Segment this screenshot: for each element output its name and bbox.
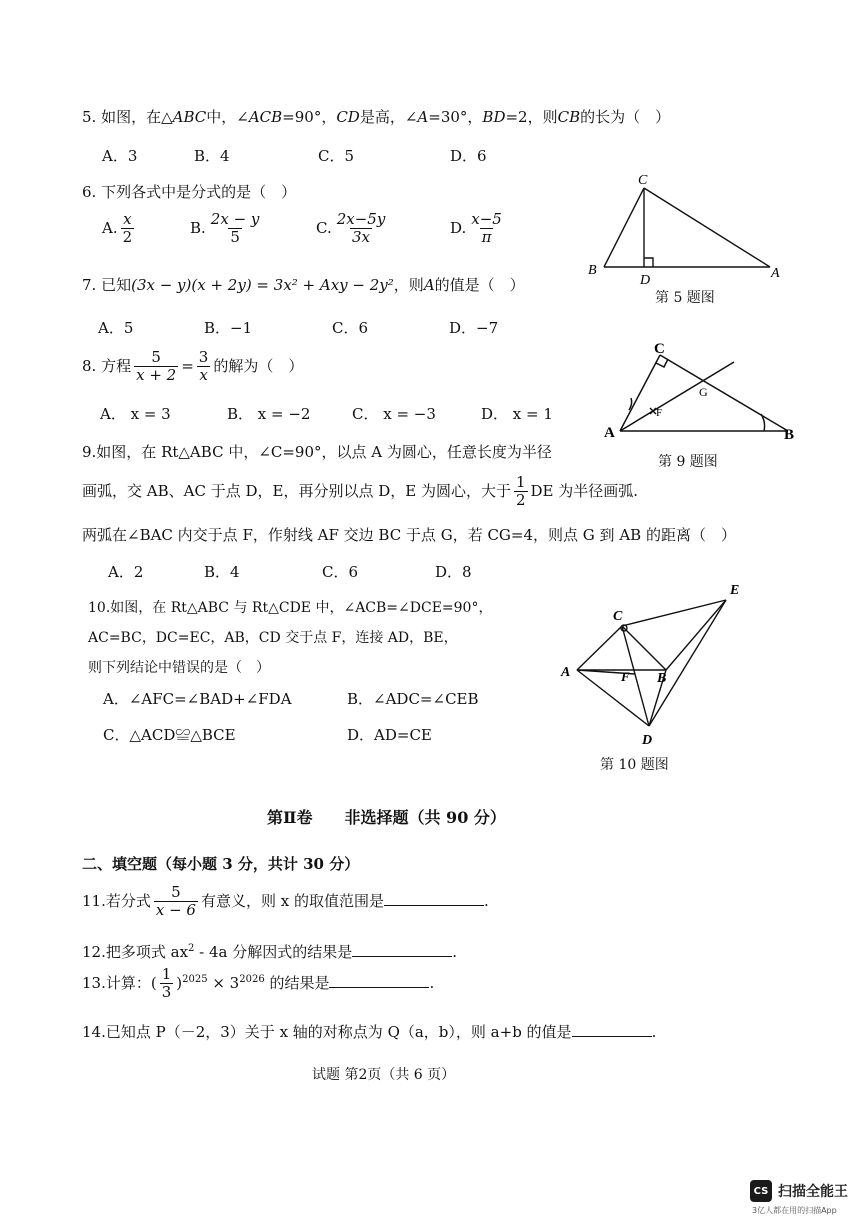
fig9-side-cb <box>660 355 788 431</box>
fig10-label-f: F <box>621 669 630 684</box>
q10-option-d: D．AD=CE <box>347 726 432 744</box>
q5-option-d: D．6 <box>450 147 487 165</box>
fig5-label-a: A <box>771 266 780 281</box>
q10-line-3: 则下列结论中错误的是（ ） <box>88 660 270 676</box>
fig5-label-b: B <box>588 263 597 278</box>
q9-line-3: 两弧在∠BAC 内交于点 F，作射线 AF 交边 BC 于点 G，若 CG=4，则点 G 到 AB 的距离（ ） <box>82 526 736 544</box>
q6-option-c: C. $\frac{2x-5y}{3x}$ <box>316 210 386 247</box>
q11-stem: 11.若分式 $\frac{5}{x - 6}$ 有意义，则 x 的取值范围是 . <box>82 883 489 920</box>
q6-option-a: A. $\frac{x}{2}$ <box>102 210 133 247</box>
fig9-ray-af <box>620 362 734 431</box>
q10-line-1: 10.如图，在 Rt△ABC 与 Rt△CDE 中，∠ACB=∠DCE=90°， <box>88 600 493 616</box>
q10-option-a: A．∠AFC=∠BAD+∠FDA <box>103 690 292 708</box>
figure-9-caption: 第 9 题图 <box>658 454 718 470</box>
q7-option-d: D．−7 <box>449 319 499 337</box>
part-heading: 二、填空题（每小题 3 分，共计 30 分） <box>82 855 360 873</box>
q9-line-1: 9.如图，在 Rt△ABC 中，∠C=90°，以点 A 为圆心，任意长度为半径 <box>82 443 552 461</box>
fig9-label-c: C <box>654 341 665 357</box>
figure-10 <box>555 578 755 748</box>
fig10-label-b: B <box>657 671 667 686</box>
q10-option-b: B．∠ADC=∠CEB <box>347 690 479 708</box>
scanner-name: 扫描全能王 <box>778 1184 848 1200</box>
q9-line-2: 画弧，交 AB、AC 于点 D，E，再分别以点 D，E 为圆心，大于 $\frac{1}{2}$ DE 为半径画弧. <box>82 473 639 510</box>
q14-answer-blank <box>572 1022 652 1037</box>
q5-option-b: B．4 <box>194 147 230 165</box>
q7-option-b: B．−1 <box>204 319 253 337</box>
q8-option-d: D． x = 1 <box>481 405 553 423</box>
q5-stem: 5. 如图，在△ABC中，∠ACB=90°，CD是高，∠A=30°，BD=2，则CB的长为（ ） <box>82 108 671 126</box>
fig9-label-b: B <box>784 427 795 443</box>
q8-option-a: A． x = 3 <box>100 405 171 423</box>
q6-stem: 6. 下列各式中是分式的是（ ） <box>82 183 297 201</box>
fig10-seg-ac <box>577 626 622 670</box>
q11-answer-blank <box>384 891 484 906</box>
q9-option-c: C．6 <box>322 563 359 581</box>
q13-answer-blank <box>329 973 429 988</box>
fig5-side-bc <box>604 188 644 267</box>
fig10-label-a: A <box>561 665 571 680</box>
fig10-seg-ce <box>622 600 726 626</box>
q14-stem: 14.已知点 P（－2，3）关于 x 轴的对称点为 Q（a，b），则 a+b 的值是 . <box>82 1023 657 1041</box>
q9-option-b: B．4 <box>204 563 240 581</box>
q12-answer-blank <box>352 942 452 957</box>
q10-option-c: C．△ACD≌△BCE <box>103 726 236 744</box>
figure-10-caption: 第 10 题图 <box>600 757 669 773</box>
section-title: 第Ⅱ卷 非选择题（共 90 分） <box>267 808 506 827</box>
q8-stem: 8. 方程 $\frac{5}{x + 2}$ = $\frac{3}{x}$ 的解为（ ） <box>82 348 304 385</box>
q9-option-a: A．2 <box>108 563 144 581</box>
q7-option-c: C．6 <box>332 319 369 337</box>
q6-option-d: D. $\frac{x-5}{\pi}$ <box>450 210 502 247</box>
q8-option-c: C． x = −3 <box>352 405 436 423</box>
fig5-label-d: D <box>640 273 651 288</box>
fig9-label-a: A <box>604 425 615 441</box>
fig10-label-c: C <box>613 609 623 624</box>
q8-option-b: B． x = −2 <box>227 405 311 423</box>
fig9-label-g: G <box>699 385 708 399</box>
q12-stem: 12.把多项式 $ax^2 - 4a$ 分解因式的结果是 . <box>82 943 458 961</box>
figure-9 <box>598 338 808 450</box>
fig10-label-e: E <box>730 583 740 598</box>
q5-option-c: C．5 <box>318 147 355 165</box>
fig10-seg-be <box>666 600 726 670</box>
fig10-label-d: D <box>642 733 653 748</box>
fig10-seg-ad <box>577 670 649 726</box>
fig9-label-f: F <box>656 407 663 419</box>
fig10-seg-de <box>649 600 726 726</box>
q7-stem: 7. 已知(3x − y)(x + 2y) = 3x² + Axy − 2y²，则A的值是（ ） <box>82 276 525 294</box>
scanner-tagline: 3亿人都在用的扫描App <box>752 1206 837 1215</box>
figure-5-caption: 第 5 题图 <box>655 290 715 306</box>
scanner-logo: CS <box>750 1180 772 1202</box>
q5-option-a: A．3 <box>102 147 138 165</box>
q9-option-d: D．8 <box>435 563 472 581</box>
fig5-label-c: C <box>638 173 648 188</box>
q7-option-a: A．5 <box>98 319 134 337</box>
fig5-side-ca <box>644 188 770 267</box>
q13-stem: 13.计算：( $\frac{1}{3}$ )$^{2025} \times 3^{2026}$ 的结果是 . <box>82 965 435 1002</box>
q6-option-b: B. $\frac{2x - y}{5}$ <box>190 210 260 247</box>
q10-line-2: AC=BC，DC=EC，AB，CD 交于点 F，连接 AD，BE， <box>88 630 458 646</box>
fig5-right-angle-mark <box>644 258 653 267</box>
page-footer: 试题 第2页（共 6 页） <box>312 1067 456 1083</box>
